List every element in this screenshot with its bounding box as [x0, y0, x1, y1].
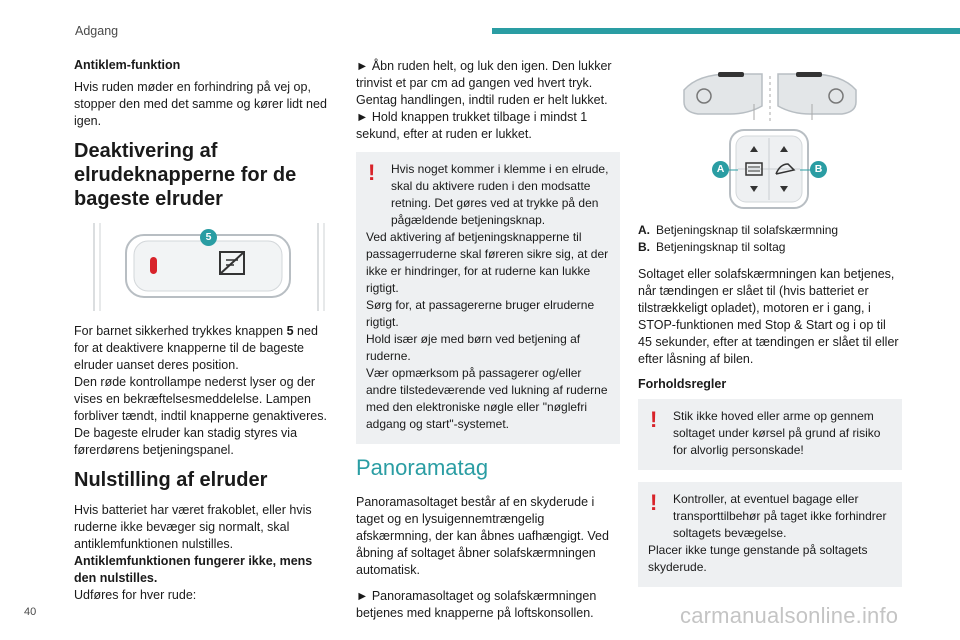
- antiklem-title: Antiklem-funktion: [74, 58, 181, 72]
- reset-heading: Nulstilling af elruder: [74, 469, 268, 491]
- legend-b: B. Betjeningsknap til soltag: [638, 240, 786, 254]
- deactivate-heading: Deaktivering af elrudeknapperne for de bageste elruder: [74, 140, 297, 210]
- column-3: [638, 58, 902, 599]
- warning-1-line-3: Sørg for, at passagererne bruger elruderne rigtigt.: [366, 298, 595, 329]
- column-2: [356, 58, 620, 622]
- child-lock-text-3: De bageste elruder kan stadig styres via førerdørens betjeningspanel.: [74, 426, 298, 457]
- reset-bold: Antiklemfunktionen fungerer ikke, mens den nulstilles.: [74, 554, 313, 585]
- child-lock-text-1: For barnet sikkerhed trykkes knappen 5 ned for at deaktivere knapperne til de bageste elruder uanset deres position.: [74, 324, 318, 372]
- roof-console-icon: [638, 60, 902, 210]
- warning-box-2: [638, 399, 902, 470]
- step-2: ► Hold knappen trukket tilbage i mindst 1 sekund, efter at ruden er lukket.: [356, 110, 588, 141]
- callout-b: B: [810, 161, 827, 178]
- panorama-text-2: ► Panoramasoltaget og solafskærmningen betjenes med knapperne på loftskonsollen.: [356, 589, 597, 620]
- precautions-title: Forholdsregler: [638, 377, 727, 391]
- header-accent-bar: [492, 28, 960, 34]
- warning-1-line-1: Hvis noget kommer i klemme i en elrude, skal du aktivere ruden i den modsatte retning. Det gøres ved at trykke på den pågældende betjeningsknap.: [391, 162, 609, 227]
- child-lock-text-2: Den røde kontrollampe nederst lyser og der vises en bekræftelsesmeddelelse. Lampen forbliver tændt, indtil knapperne genaktiveres.: [74, 375, 327, 423]
- watermark: carmanualsonline.info: [680, 603, 899, 628]
- warning-3-line-2: Placer ikke tunge genstande på soltagets skyderude.: [648, 543, 868, 574]
- warning-box-3: [638, 482, 902, 587]
- warning-1-line-2: Ved aktivering af betjeningsknapperne til passagerruderne skal føreren sikre sig, at der ikke er hindringer, for at ruderne kan lukke rigtigt.: [366, 230, 609, 295]
- warning-1-line-5: Vær opmærksom på passagerer og/eller andre tilstedeværende ved lukning af ruderne med den elektroniske nøgle eller "nøglefri adgang og start"-systemet.: [366, 366, 608, 431]
- step-1: ► Åbn ruden helt, og luk den igen. Den lukker trinvist et par cm ad gangen ved hvert tryk. Gentag handlingen, indtil ruden er helt lukket.: [356, 59, 612, 107]
- child-lock-figure: [74, 221, 332, 313]
- header-title: Adgang: [75, 24, 119, 38]
- reset-text-2: Udføres for hver rude:: [74, 588, 197, 602]
- panorama-text-1: Panoramasoltaget består af en skyderude i taget og en lysuigennemtrængelig afskærmning, der kan åbnes uafhængigt. Ved åbning af soltaget åbner solafskærmningen automatisk.: [356, 495, 609, 577]
- warning-3-line-1: Kontroller, at eventuel bagage eller transporttilbehør på taget ikke forhindrer soltagets bevægelse.: [673, 492, 887, 540]
- page-number: 40: [24, 606, 37, 618]
- legend-a: A. Betjeningsknap til solafskærmning: [638, 223, 839, 237]
- antiklem-text: Hvis ruden møder en forhindring på vej op, stopper den med det samme og kører lidt ned igen.: [74, 80, 327, 128]
- callout-a: A: [712, 161, 729, 178]
- warning-2-text: Stik ikke hoved eller arme op gennem soltaget under kørsel på grund af risiko for alvorlig personskade!: [673, 409, 881, 457]
- warning-icon: !: [650, 407, 658, 432]
- warning-icon: !: [368, 160, 376, 185]
- warning-1-line-4: Hold især øje med børn ved betjening af ruderne.: [366, 332, 581, 363]
- callout-5: 5: [200, 229, 217, 246]
- column-1: [74, 58, 332, 604]
- warning-icon: !: [650, 490, 658, 515]
- roof-console-figure: [638, 60, 902, 210]
- operate-text: Soltaget eller solafskærmningen kan betjenes, når tændingen er slået til (hvis batteriet er tilstrækkeligt opladet), motoren er i gang, i STOP-funktionen med Stop & Start og i op til 45 sekunder, efter at tændingen er slået til eller efter låsning af bilen.: [638, 267, 899, 366]
- panorama-heading: Panoramatag: [356, 455, 489, 480]
- warning-box-1: [356, 152, 620, 444]
- reset-text-1: Hvis batteriet har været frakoblet, eller hvis ruderne ikke bevæger sig normalt, skal antiklemfunktionen nulstilles.: [74, 503, 312, 551]
